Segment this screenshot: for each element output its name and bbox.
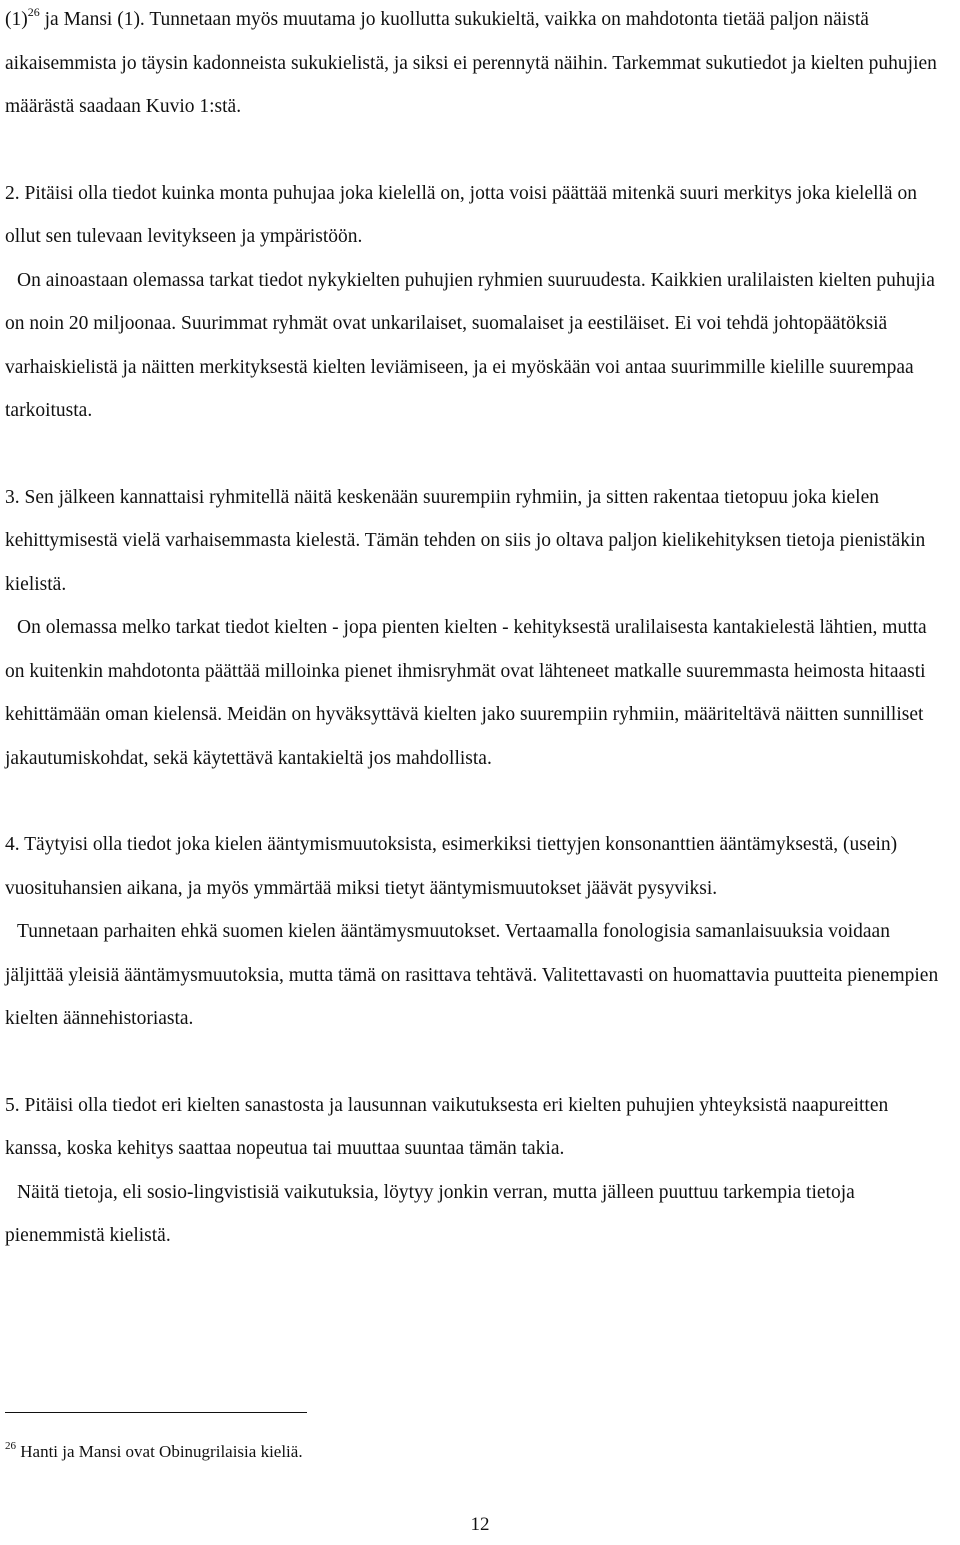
paragraph-point-5-discussion: Näitä tietoja, eli sosio-lingvistisiä vaikutuksia, löytyy jonkin verran, mutta jälleen puuttuu tarkempia tietoja pienemmistä kielistä. [5, 1181, 855, 1246]
footnote-text: Hanti ja Mansi ovat Obinugrilaisia kieliä. [16, 1442, 303, 1461]
footnote [5, 1432, 303, 1472]
paragraph-point-4-discussion: Tunnetaan parhaiten ehkä suomen kielen ääntämysmuutokset. Vertaamalla fonologisia samanlaisuuksia voidaan jäljittää yleisiä ääntämysmuutoksia, mutta tämä on rasittava tehtävä. Valitettavasti on huomattavia puutteita pienempien kielten äännehistoriasta. [5, 921, 939, 1029]
paragraph-continuation-text: ja Mansi (1). Tunnetaan myös muutama jo kuollutta sukukieltä, vaikka on mahdotonta tietää paljon näistä aikaisemmista jo täysin kadonneista sukukielistä, ja siksi ei perennytä näihin. Tarkemmat sukutiedot ja kielten puhujien määrästä saadaan Kuvio 1:stä. [5, 9, 937, 117]
paragraph-point-2-discussion: On ainoastaan olemassa tarkat tiedot nykykielten puhujien ryhmien suuruudesta. Kaikkien uralilaisten kielten puhujia on noin 20 miljoonaa. Suurimmat ryhmät ovat unkarilaiset, suomalaiset ja eestiläiset. Ei voi tehdä johtopäätöksiä varhaiskielistä ja näitten merkityksestä kielten leviämiseen, ja ei myöskään voi antaa suurimmille kielille suurempaa tarkoitusta. [5, 269, 935, 421]
footnote-reference-26: 26 [27, 5, 40, 19]
paragraph-point-5: 5. Pitäisi olla tiedot eri kielten sanastosta ja lausunnan vaikutuksesta eri kielten puhujien yhteyksistä naapureitten kanssa, koska kehitys saattaa nopeutua tai muuttaa suuntaa tämän takia. [5, 1094, 889, 1159]
footnote-separator [5, 1412, 307, 1413]
paragraph-continuation [5, 0, 948, 129]
paragraph-point-3-discussion: On olemassa melko tarkat tiedot kielten - jopa pienten kielten - kehityksestä uralilaisesta kantakielestä lähtien, mutta on kuitenkin mahdotonta päättää milloinka pienet ihmisryhmät ovat lähteneet matkalle suuremmasta heimosta hitaasti kehittämään oman kielensä. Meidän on hyväksyttävä kielten jako suurempiin ryhmiin, määriteltävä näitten sunnilliset jakautumiskohdat, sekä käytettävä kantakieltä jos mahdollista. [5, 617, 927, 769]
paragraph-continuation-lead: (1) [5, 9, 28, 30]
paragraph-point-4: 4. Täytyisi olla tiedot joka kielen ääntymismuutoksista, esimerkiksi tiettyjen konsonanttien ääntämyksestä, (usein) vuosituhansien aikana, ja myös ymmärtää miksi tietyt ääntymismuutokset jäävät pysyviksi. [5, 834, 898, 899]
paragraph-point-2: 2. Pitäisi olla tiedot kuinka monta puhujaa joka kielellä on, jotta voisi päättää mitenkä suuri merkitys joka kielellä on ollut sen tulevaan levitykseen ja ympäristöön. [5, 182, 917, 247]
page-number: 12 [470, 1514, 490, 1535]
footnote-marker: 26 [5, 1440, 16, 1452]
paragraph-point-3: 3. Sen jälkeen kannattaisi ryhmitellä näitä keskenään suurempiin ryhmiin, ja sitten rakentaa tietopuu joka kielen kehittymisestä vielä varhaisemmasta kielestä. Tämän tehden on siis jo oltava paljon kielikehityksen tietoja pienistäkin kielistä. [5, 486, 926, 595]
